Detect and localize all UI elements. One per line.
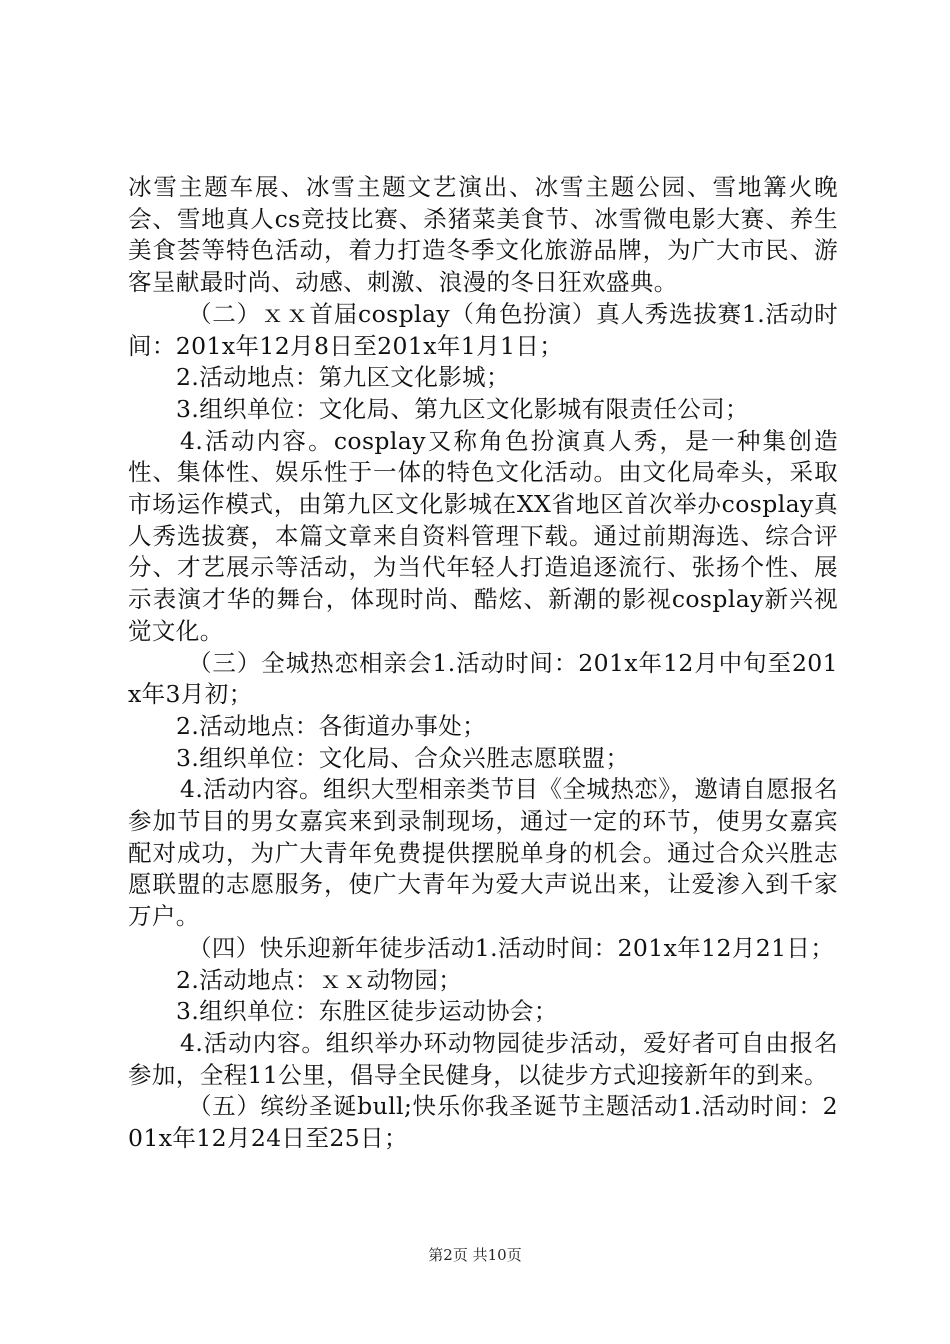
paragraph-section-3-content: 4.活动内容。组织大型相亲类节目《全城热恋》，邀请自愿报名参加节目的男女嘉宾来到录制现场，通过一定的环节，使男女嘉宾配对成功，为广大青年免费提供摆脱单身的机会。通过合众兴胜志愿联盟的志愿服务，使广大青年为爱大声说出来，让爱渗入到千家万户。 — [128, 775, 838, 931]
paragraph-section-2-organizer: 3.组织单位：文化局、第九区文化影城有限责任公司； — [176, 394, 749, 423]
paragraph-section-5-heading: （五）缤纷圣诞bull;快乐你我圣诞节主题活动1.活动时间：201x年12月24日至25日； — [128, 1092, 838, 1153]
paragraph-section-2-content: 4.活动内容。cosplay又称角色扮演真人秀，是一种集创造性、集体性、娱乐性于一体的特色文化活动。由文化局牵头，采取市场运作模式，由第九区文化影城在XX省地区首次举办cosplay真人秀选拔赛，本篇文章来自资料管理下载。通过前期海选、综合评分、才艺展示等活动，为当代年轻人打造追逐流行、张扬个性、展示表演才华的舞台，体现时尚、酷炫、新潮的影视cosplay新兴视觉文化。 — [128, 426, 838, 645]
page-number-label: 第2页 共10页 — [428, 1246, 522, 1264]
paragraph-winter-events: 冰雪主题车展、冰雪主题文艺演出、冰雪主题公园、雪地篝火晚会、雪地真人cs竞技比赛、杀猪菜美食节、冰雪微电影大赛、养生美食荟等特色活动，着力打造冬季文化旅游品牌，为广大市民、游客呈献最时尚、动感、刺激、浪漫的冬日狂欢盛典。 — [128, 173, 838, 297]
paragraph-section-4-organizer: 3.组织单位：东胜区徒步运动协会； — [176, 997, 558, 1026]
document-body — [128, 172, 838, 1155]
paragraph-section-4-content: 4.活动内容。组织举办环动物园徒步活动，爱好者可自由报名参加，全程11公里，倡导全民健身，以徒步方式迎接新年的到来。 — [128, 1028, 838, 1089]
page-footer — [0, 1244, 950, 1265]
paragraph-section-3-heading: （三）全城热恋相亲会1.活动时间：201x年12月中旬至201x年3月初； — [128, 648, 838, 709]
paragraph-section-2-location: 2.活动地点：第九区文化影城； — [176, 363, 510, 392]
paragraph-section-3-location: 2.活动地点：各街道办事处； — [176, 711, 487, 740]
paragraph-section-2-heading: （二）ｘｘ首届cosplay（角色扮演）真人秀选拔赛1.活动时间：201x年12月8日至201x年1月1日； — [128, 299, 838, 360]
paragraph-section-3-organizer: 3.组织单位：文化局、合众兴胜志愿联盟； — [176, 743, 630, 772]
paragraph-section-4-heading: （四）快乐迎新年徒步活动1.活动时间：201x年12月21日； — [188, 933, 835, 962]
paragraph-section-4-location: 2.活动地点：ｘｘ动物园； — [176, 965, 463, 994]
